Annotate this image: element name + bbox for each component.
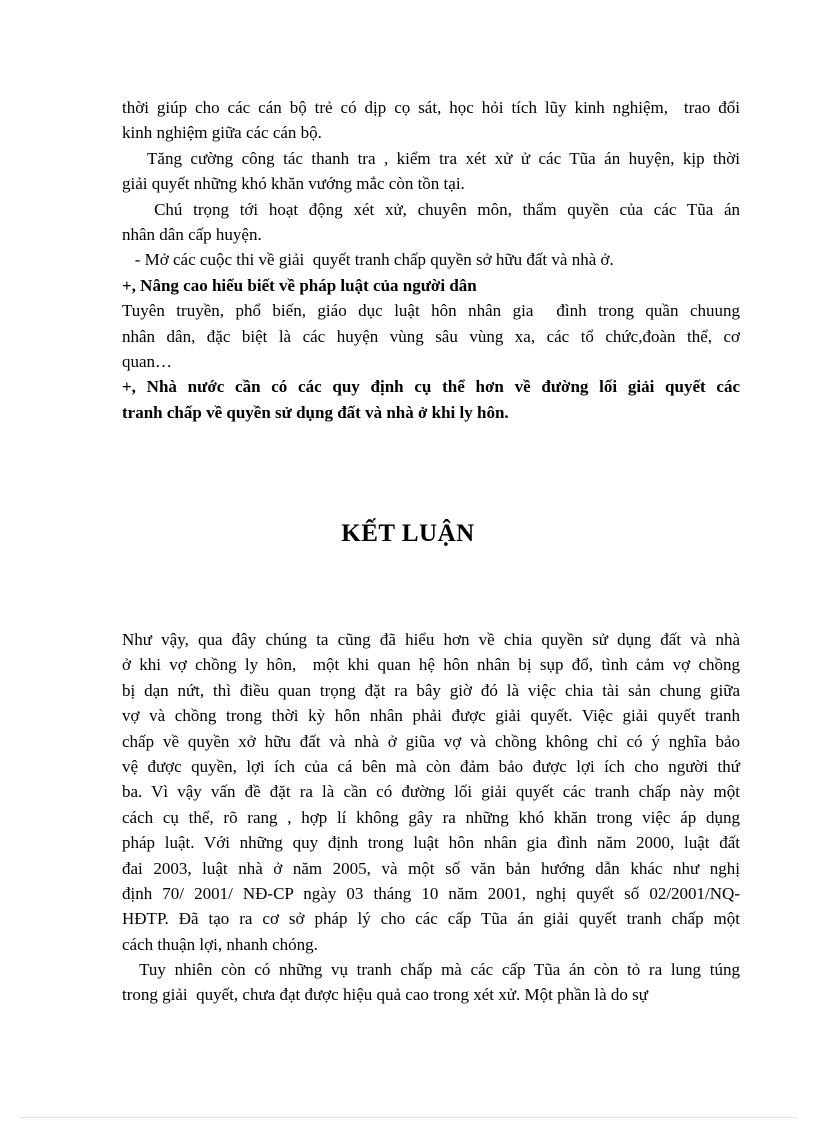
body-text-top xyxy=(122,95,740,425)
page-bottom-divider xyxy=(20,1117,796,1118)
text-line: pháp luật. Với những quy định trong luật hôn nhân gia đình năm 2000, luật đất xyxy=(122,833,740,853)
text-line: HĐTP. Đã tạo ra cơ sở pháp lý cho các cấp Tũa án giải quyết tranh chấp một xyxy=(122,909,740,929)
text-line: quan… xyxy=(122,351,173,371)
text-line: Chú trọng tới hoạt động xét xử, chuyên môn, thẩm quyền của các Tũa án xyxy=(122,199,740,219)
text-line: Tuyên truyền, phổ biến, giáo dục luật hôn nhân gia đình trong quần chuung xyxy=(122,301,740,321)
text-line: ba. Vì vậy vấn đề đặt ra là cần có đường lối giải quyết các tranh chấp này một xyxy=(122,782,740,802)
text-line: - Mở các cuộc thi về giải quyết tranh chấp quyền sở hữu đất và nhà ở. xyxy=(122,250,614,270)
body-text-conclusion xyxy=(122,627,740,1008)
text-line: giải quyết những khó khăn vướng mắc còn tồn tại. xyxy=(122,174,465,194)
text-line: Như vậy, qua đây chúng ta cũng đã hiểu hơn về chia quyền sử dụng đất và nhà xyxy=(122,630,740,649)
text-line: vợ và chồng trong thời kỳ hôn nhân phải được giải quyết. Việc giải quyết tranh xyxy=(122,706,740,726)
text-line: vệ được quyền, lợi ích của cá bên mà còn đảm bảo được lợi ích cho người thứ xyxy=(122,756,740,776)
text-line: nhân dân cấp huyện. xyxy=(122,224,262,244)
text-line: cách thuận lợi, nhanh chóng. xyxy=(122,934,318,954)
text-line: kinh nghiệm giữa các cán bộ. xyxy=(122,123,322,143)
text-line: đai 2003, luật nhà ở năm 2005, và một số văn bản hướng dẫn khác như nghị xyxy=(122,858,740,878)
text-line: thời giúp cho các cán bộ trẻ có dịp cọ sát, học hỏi tích lũy kinh nghiệm, trao đổi xyxy=(122,98,740,117)
text-line: cách cụ thể, rõ rang , hợp lí không gây ra những khó khăn trong việc áp dụng xyxy=(122,807,740,827)
text-line: bị dạn nứt, thì điều quan trọng đặt ra bây giờ đó là việc chia tài sản chung giữa xyxy=(122,680,740,700)
text-line: trong giải quyết, chưa đạt được hiệu quả cao trong xét xử. Một phần là do sự xyxy=(122,985,648,1005)
text-line: Tuy nhiên còn có những vụ tranh chấp mà các cấp Tũa án còn tỏ ra lung túng xyxy=(122,960,740,980)
text-line: tranh chấp về quyền sử dụng đất và nhà ở khi ly hôn. xyxy=(122,402,509,422)
text-line: nhân dân, đặc biệt là các huyện vùng sâu vùng xa, các tổ chức,đoàn thể, cơ xyxy=(122,326,740,346)
text-line: +, Nâng cao hiểu biết về pháp luật của người dân xyxy=(122,275,477,295)
page-title: KẾT LUẬN xyxy=(341,520,475,547)
text-line: ở khi vợ chồng ly hôn, một khi quan hệ hôn nhân bị sụp đổ, tình cảm vợ chồng xyxy=(122,655,740,675)
text-line: Tăng cường công tác thanh tra , kiểm tra xét xử ử các Tũa án huyện, kịp thời xyxy=(122,148,740,168)
text-line: +, Nhà nước cần có các quy định cụ thể hơn về đường lối giải quyết các xyxy=(122,377,740,397)
text-line: định 70/ 2001/ NĐ-CP ngày 03 tháng 10 năm 2001, nghị quyết số 02/2001/NQ- xyxy=(122,883,740,903)
text-line: chấp về quyền xở hữu đất và nhà ở giũa vợ và chồng không chỉ có ý nghĩa bảo xyxy=(122,731,740,751)
